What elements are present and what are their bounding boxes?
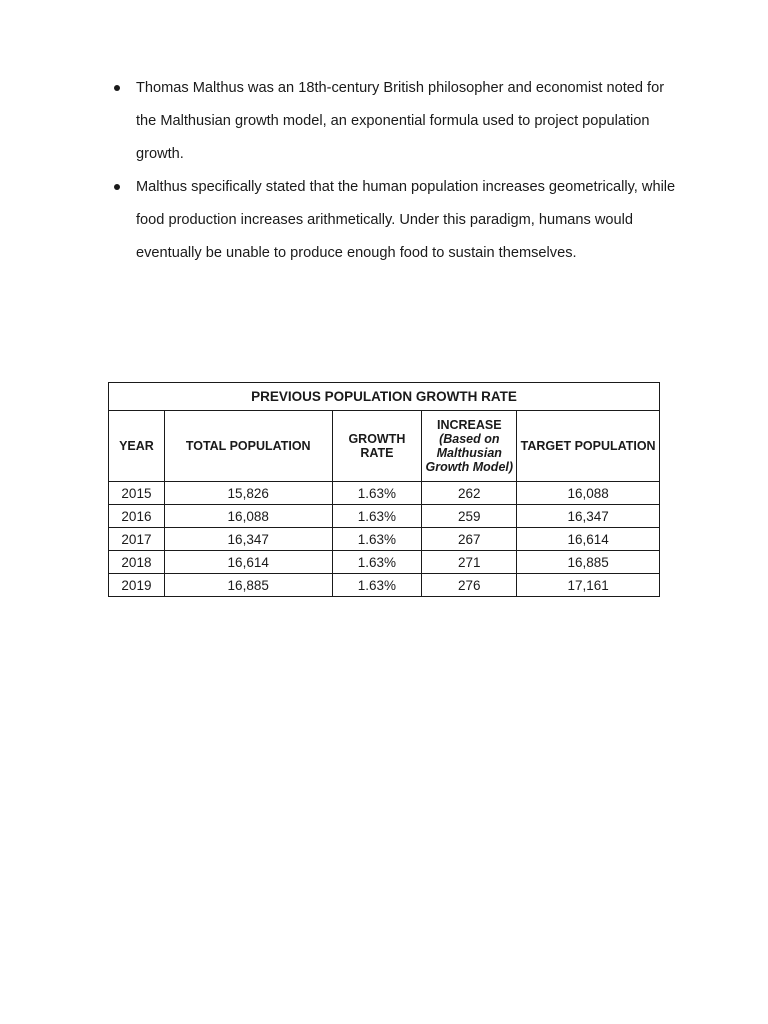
cell-target-population: 17,161 — [517, 574, 660, 597]
cell-growth-rate: 1.63% — [332, 551, 422, 574]
cell-increase: 271 — [422, 551, 517, 574]
cell-year: 2018 — [109, 551, 165, 574]
cell-total-population: 15,826 — [164, 482, 332, 505]
header-increase — [422, 411, 517, 482]
cell-year: 2015 — [109, 482, 165, 505]
table-row — [109, 551, 660, 574]
cell-increase: 267 — [422, 528, 517, 551]
cell-year: 2019 — [109, 574, 165, 597]
header-total-population: TOTAL POPULATION — [164, 411, 332, 482]
cell-target-population: 16,347 — [517, 505, 660, 528]
cell-total-population: 16,614 — [164, 551, 332, 574]
table-row — [109, 574, 660, 597]
header-target-population: TARGET POPULATION — [517, 411, 660, 482]
header-increase-note: (Based on Malthusian Growth Model) — [425, 432, 514, 474]
cell-increase: 276 — [422, 574, 517, 597]
table-title: PREVIOUS POPULATION GROWTH RATE — [109, 383, 660, 411]
cell-total-population: 16,347 — [164, 528, 332, 551]
table-row — [109, 482, 660, 505]
bullet-icon — [114, 184, 120, 190]
bullet-text: Thomas Malthus was an 18th-century British philosopher and economist noted for the Malthusian growth model, an exponential formula used to project population growth. — [136, 80, 665, 162]
bullet-text: Malthus specifically stated that the human population increases geometrically, while food production increases arithmetically. Under this paradigm, humans would eventually be unable to produce enough food to sustain themselves. — [136, 179, 676, 261]
cell-total-population: 16,885 — [164, 574, 332, 597]
cell-growth-rate: 1.63% — [332, 482, 422, 505]
cell-growth-rate: 1.63% — [332, 505, 422, 528]
bullet-item — [112, 72, 682, 171]
cell-year: 2017 — [109, 528, 165, 551]
cell-target-population: 16,614 — [517, 528, 660, 551]
population-growth-table — [108, 382, 660, 597]
header-year: YEAR — [109, 411, 165, 482]
table-row — [109, 528, 660, 551]
cell-increase: 259 — [422, 505, 517, 528]
bullet-list — [112, 72, 682, 270]
bullet-icon — [114, 85, 120, 91]
cell-target-population: 16,088 — [517, 482, 660, 505]
table-row — [109, 505, 660, 528]
bullet-item — [112, 171, 682, 270]
header-growth-rate: GROWTH RATE — [332, 411, 422, 482]
cell-year: 2016 — [109, 505, 165, 528]
cell-growth-rate: 1.63% — [332, 528, 422, 551]
cell-target-population: 16,885 — [517, 551, 660, 574]
cell-total-population: 16,088 — [164, 505, 332, 528]
cell-growth-rate: 1.63% — [332, 574, 422, 597]
cell-increase: 262 — [422, 482, 517, 505]
header-increase-label: INCREASE — [437, 418, 502, 432]
